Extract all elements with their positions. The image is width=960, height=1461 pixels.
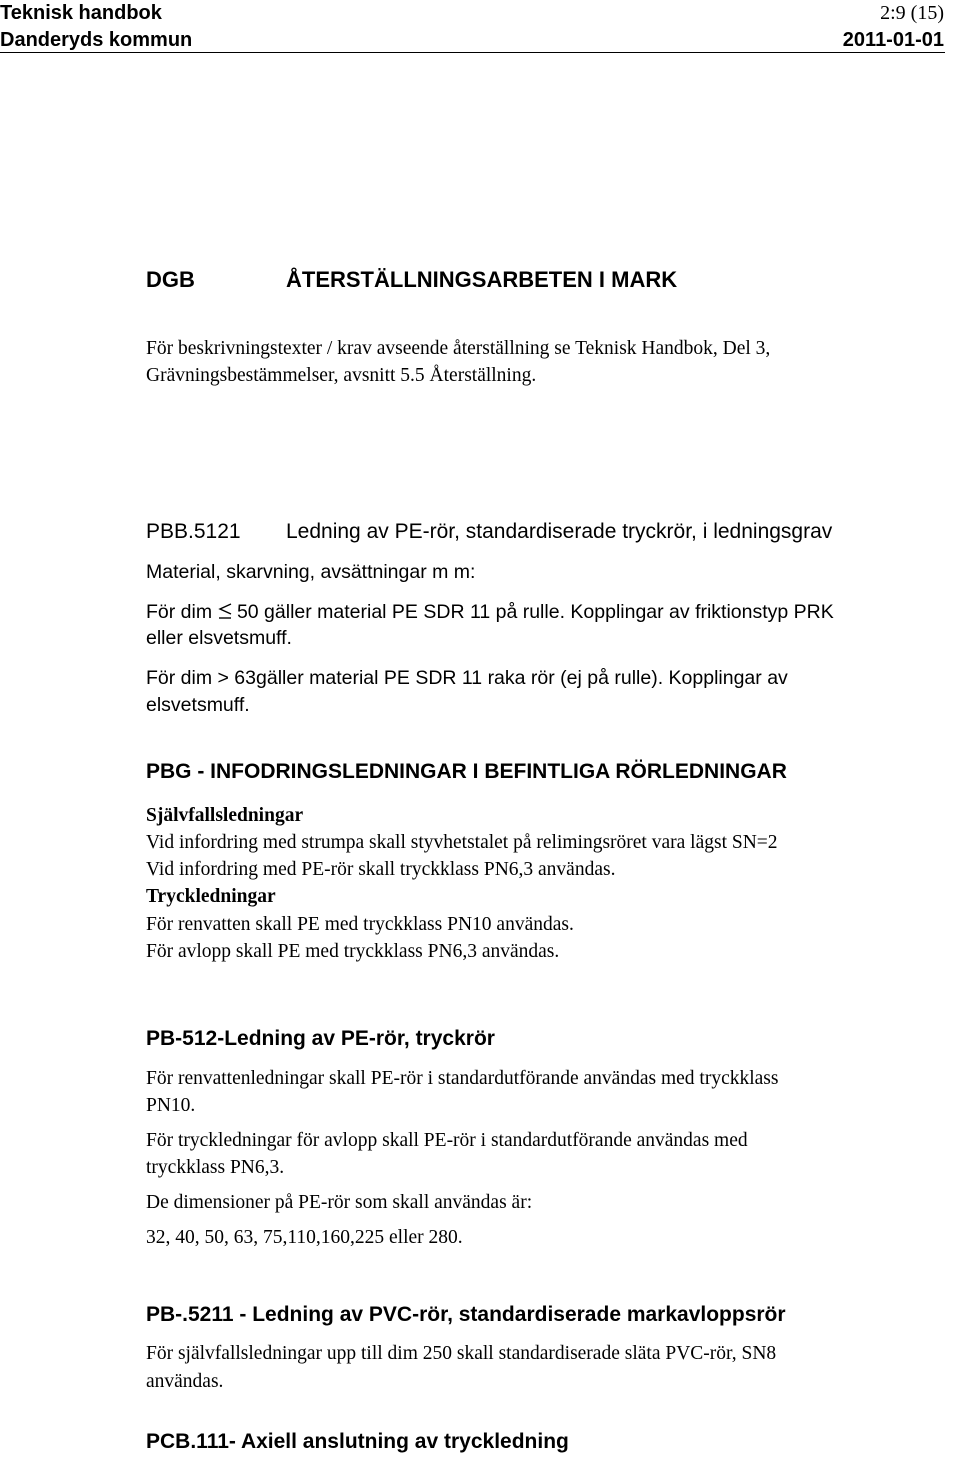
header-date: 2011-01-01	[842, 29, 944, 51]
section-title-pb512: PB-512-Ledning av PE-rör, tryckrör	[146, 1027, 495, 1050]
section-code-dgb: DGB	[146, 267, 195, 292]
pbb-text-line-4: För dim > 63gäller material PE SDR 11 raka rör (ej på rulle). Kopplingar av	[146, 667, 788, 689]
header-org: Danderyds kommun	[0, 29, 193, 51]
section-title-dgb: ÅTERSTÄLLNINGSARBETEN I MARK	[286, 267, 678, 292]
pb512-text-line-2: PN10.	[146, 1095, 196, 1116]
section-code-pbb: PBB.5121	[146, 520, 241, 543]
pb512-text-line-3: För tryckledningar för avlopp skall PE-rör i standardutförande användas med	[146, 1130, 748, 1151]
header-rule	[0, 52, 945, 53]
pbg-text-line-1: Vid infordring med strumpa skall styvhetstalet på relimingsröret vara lägst SN=2	[146, 832, 778, 853]
pb512-text-line-6: 32, 40, 50, 63, 75,110,160,225 eller 280.	[146, 1227, 463, 1248]
pbb-text-line-2-post: 50 gäller material PE SDR 11 på rulle. Kopplingar av friktionstyp PRK	[236, 601, 834, 623]
pbg-text-line-2: Vid infordring med PE-rör skall tryckklass PN6,3 användas.	[146, 859, 616, 880]
section-title-pb5211: PB-.5211 - Ledning av PVC-rör, standardiserade markavloppsrör	[146, 1303, 786, 1326]
pb512-text-line-4: tryckklass PN6,3.	[146, 1157, 285, 1178]
dgb-text-line-1: För beskrivningstexter / krav avseende återställning se Teknisk Handbok, Del 3,	[146, 338, 771, 359]
pbg-subheading-sjalvfall: Självfallsledningar	[146, 805, 304, 826]
pbg-subheading-tryck: Tryckledningar	[146, 886, 276, 907]
less-than-or-equal-icon	[218, 602, 232, 620]
pbb-text-line-2-pre: För dim	[146, 601, 213, 623]
dgb-text-line-2: Grävningsbestämmelser, avsnitt 5.5 Återställning.	[146, 365, 537, 386]
pbb-text-line-3: eller elsvetsmuff.	[146, 627, 292, 649]
pbb-text-line-2	[146, 600, 834, 625]
pbb-text-line-1: Material, skarvning, avsättningar m m:	[146, 561, 476, 583]
pbg-text-line-4: För avlopp skall PE med tryckklass PN6,3 användas.	[146, 941, 560, 962]
section-title-pbg: PBG - INFODRINGSLEDNINGAR I BEFINTLIGA RÖRLEDNINGAR	[146, 760, 787, 783]
pb512-text-line-1: För renvattenledningar skall PE-rör i standardutförande användas med tryckklass	[146, 1068, 779, 1089]
pbb-text-line-5: elsvetsmuff.	[146, 694, 250, 716]
header-page-number: 2:9 (15)	[880, 2, 944, 24]
pb5211-text-line-1: För självfallsledningar upp till dim 250 skall standardiserade släta PVC-rör, SN8	[146, 1343, 777, 1364]
pb512-text-line-5: De dimensioner på PE-rör som skall användas är:	[146, 1192, 533, 1213]
pbg-text-line-3: För renvatten skall PE med tryckklass PN10 användas.	[146, 914, 574, 935]
pb5211-text-line-2: användas.	[146, 1371, 224, 1392]
section-title-pcb: PCB.111- Axiell anslutning av tryckledning	[146, 1430, 569, 1453]
header-title: Teknisk handbok	[0, 2, 162, 24]
section-title-pbb: Ledning av PE-rör, standardiserade tryckrör, i ledningsgrav	[286, 520, 833, 543]
